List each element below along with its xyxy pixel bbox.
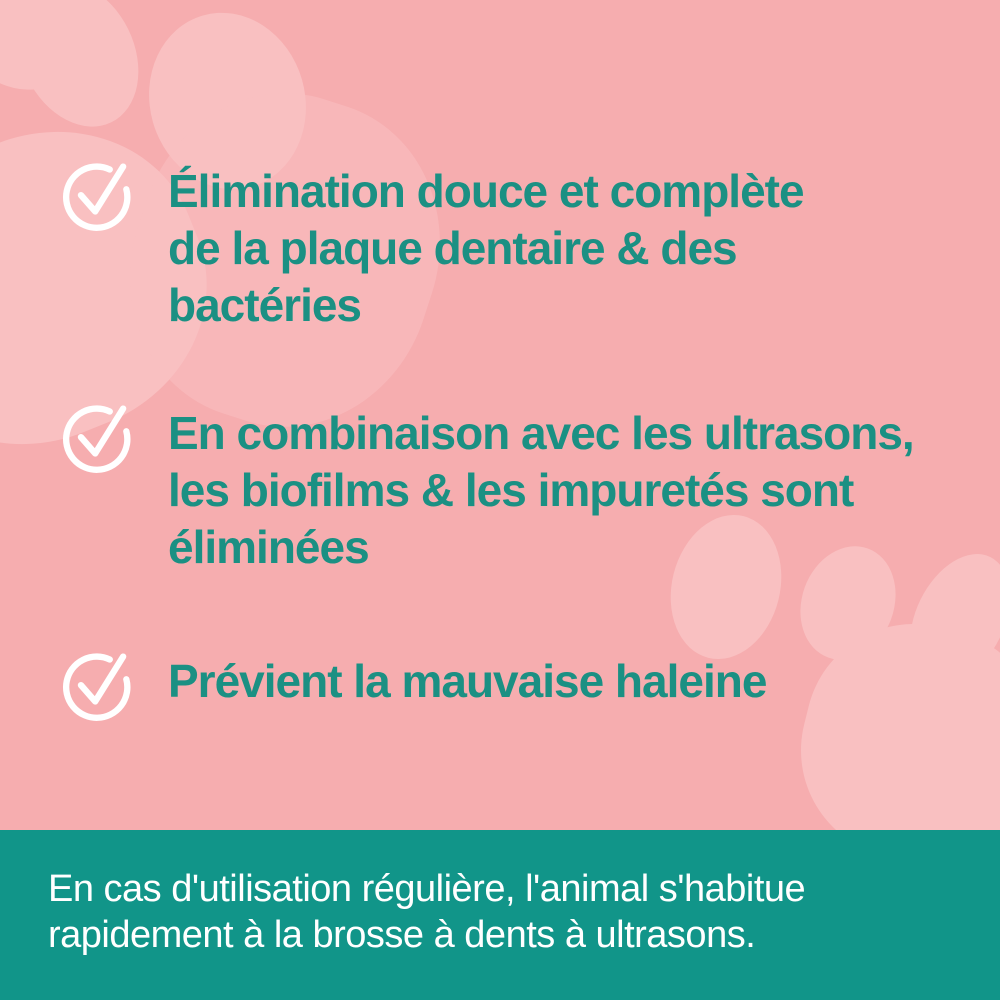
benefit-line: Prévient la mauvaise haleine	[168, 655, 767, 707]
footer-line: En cas d'utilisation régulière, l'animal s'habitue	[48, 868, 806, 910]
benefit-line: bactéries	[168, 279, 362, 331]
footer-line: rapidement à la brosse à dents à ultrasons.	[48, 914, 756, 956]
benefit-line: Élimination douce et complète	[168, 165, 804, 217]
benefit-line: les biofilms & les impuretés sont	[168, 464, 854, 516]
benefit-text	[168, 405, 914, 576]
benefit-line: éliminées	[168, 521, 369, 573]
check-circle-icon	[63, 155, 139, 231]
footer-banner	[0, 830, 1000, 1000]
check-circle-icon	[63, 645, 139, 721]
check-circle-icon	[63, 397, 139, 473]
benefit-item	[63, 653, 766, 721]
benefit-line: En combinaison avec les ultrasons,	[168, 407, 914, 459]
benefit-item	[63, 405, 914, 576]
benefit-line: de la plaque dentaire & des	[168, 222, 737, 274]
benefit-text	[168, 653, 766, 710]
benefit-item	[63, 163, 804, 334]
benefit-text	[168, 163, 804, 334]
